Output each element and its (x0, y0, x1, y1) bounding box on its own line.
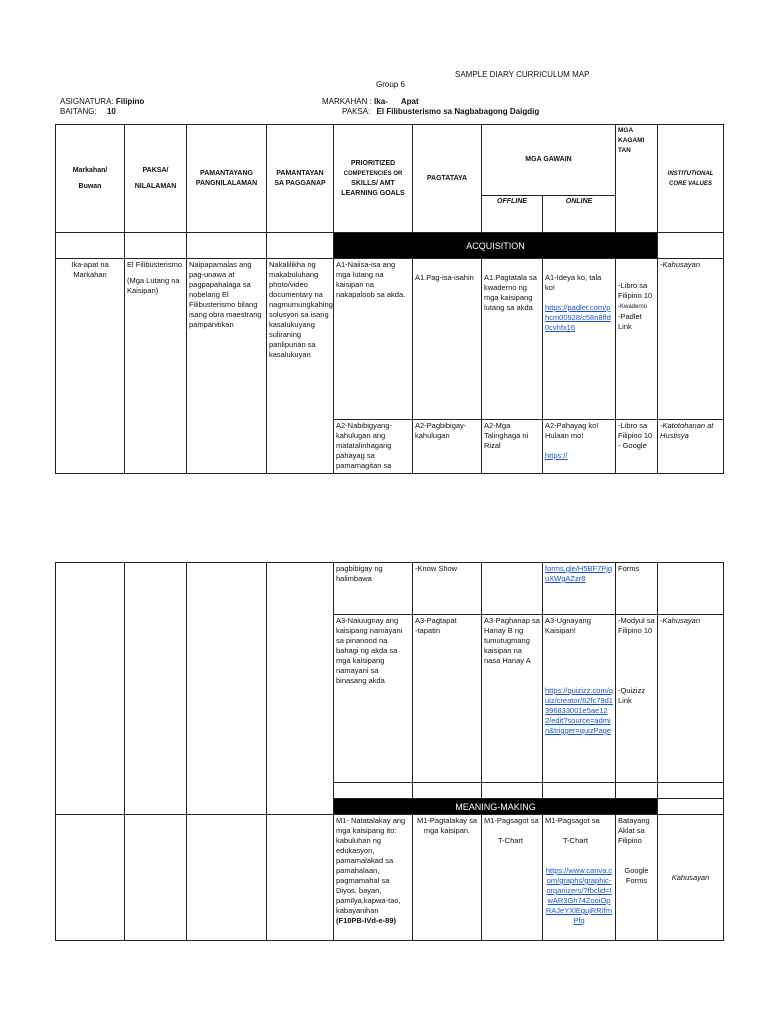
col-pamantayang: PAMANTAYANG PANGNILALAMAN (187, 125, 267, 233)
blank-cell (125, 233, 187, 259)
cell-offline-a1: A1.Pagtatala sa kwaderno ng mga kaisipang lutang sa akda (482, 259, 543, 420)
blank-cell (658, 563, 724, 615)
col-paksa: PAKSA/ NILALAMAN (125, 125, 187, 233)
meaning-making-band: MEANING-MAKING (334, 799, 658, 815)
cell-online-m1: M1-Pagsagot sa T-Chart https://www.canva.com/graphs/graphic-organizers/?fbclid=IwAR3Gh74ZooiOpRAJeYXlEgujRRIfmPfq (543, 815, 616, 941)
asignatura-label: ASIGNATURA: (60, 97, 114, 106)
markahan-label: MARKAHAN : (322, 97, 372, 106)
cell-pagtataya-a2: A2-Pagbibigay-kahulugan (413, 420, 482, 474)
cell-kagamitan-a3: -Modyul sa Filipino 10 -Quizizz Link (616, 615, 658, 783)
cell-online-a3: A3-Ugnayang Kaisipan! https://quizizz.com/quiz/creator/62fc79d1396833001e5ae122/edit?source=admin&trigger=quizPage (543, 615, 616, 783)
cell-comp-m1: M1- Natatalakay ang mga kaisipang ito: kabuluhan ng edukasyon, pamamalakad sa pamahalaan, pagmamahal sa Diyos, bayan, pamilya,kapwa-tao, kabayanihan (F10PB-IVd-e-89) (334, 815, 413, 941)
cell-offline-m1: M1-Pagsagot sa T-Chart (482, 815, 543, 941)
google-forms-link-cont[interactable]: forms.gle/H5BF7PjquXWgAZzr8 (545, 564, 613, 583)
blank-cell (658, 799, 724, 815)
blank-cell (125, 563, 187, 815)
cell-pagtataya-a2-cont: -Know Show (413, 563, 482, 615)
blank-cell (658, 783, 724, 799)
cell-comp-a2-cont: pagbibigay ng halimbawa (334, 563, 413, 615)
cell-pagtataya-a1: A1.Pag-isa-isahin (413, 259, 482, 420)
cell-pamantayang: Naipapamalas ang pag-unawa at pagpapahalaga sa nobelang El Filibusterismo bilang isang obra maestrang pampanitikan (187, 259, 267, 474)
col-pagganap: PAMANTAYAN SA PAGGANAP (267, 125, 334, 233)
google-forms-link[interactable]: https:// (545, 451, 568, 460)
cell-kagamitan-a2: -Libro sa Filipino 10 - Google (616, 420, 658, 474)
baitang-label: BAITANG: (60, 107, 97, 116)
cell-online-a2-cont (543, 563, 616, 615)
curriculum-table-page1 (55, 124, 724, 474)
cell-pagganap: Nakalilikha ng makabuluhang photo/video documentary na nagmumungkahing solusyon sa isang kasalukuyang suliraning panlipunan sa kasalukuyan (267, 259, 334, 474)
blank-cell (56, 563, 125, 815)
col-markahan: Markahan/ Buwan (56, 125, 125, 233)
cell-kagamitan-a2-cont: Forms (616, 563, 658, 615)
cell-core-a1: -Kahusayan (658, 259, 724, 420)
blank-cell (616, 783, 658, 799)
cell-comp-a1: A1-Naiisa-isa ang mga lutang na kaisipan na nakapaloob sa akda. (334, 259, 413, 420)
cell-offline-a3: A3-Paghanap sa Hanay B ng tumutugmang kaisipan na nasa Hanay A (482, 615, 543, 783)
asignatura-value: Filipino (115, 97, 145, 106)
blank-cell (413, 783, 482, 799)
col-offline: OFFLINE (482, 196, 543, 233)
markahan-line (322, 97, 419, 107)
paksa-label: PAKSA: (342, 107, 371, 116)
blank-cell (482, 563, 543, 615)
blank-cell (267, 815, 334, 941)
cell-online-a1: A1-Ideya ko, tala ko! https://padlet.com/phcm00928/c58n8ffd0cvhfx16 (543, 259, 616, 420)
col-kagamitan: MGA KAGAMI TAN (616, 125, 658, 233)
group-label: Group 6 (376, 80, 405, 89)
cell-pagtataya-m1: M1-Pagtalakay sa mga kaisipan. (413, 815, 482, 941)
cell-core-a2: -Katotohanan at Hustisya (658, 420, 724, 474)
paksa-line (342, 107, 539, 117)
cell-core-m1: Kahusayan (658, 815, 724, 941)
cell-kagamitan-a1: -Libro sa Filipino 10 -Kwaderno -Padlet Link (616, 259, 658, 420)
blank-cell (267, 563, 334, 815)
blank-cell (56, 815, 125, 941)
blank-cell (187, 815, 267, 941)
col-competencies: PRIORITIZED COMPETENCIES OR SKILLS/ AMT LEARNING GOALS (334, 125, 413, 233)
cell-comp-a2: A2-Nabibigyang-kahulugan ang matatalinhagang pahayag sa pamamagitan sa (334, 420, 413, 474)
curriculum-table-page2 (55, 562, 724, 941)
blank-cell (187, 563, 267, 815)
blank-cell (334, 783, 413, 799)
blank-cell (267, 233, 334, 259)
cell-comp-a3: A3-Naiuugnay ang kaisipang namayani sa pinanood na bahagi ng akda sa mga kaisipang namayani sa binasang akda (334, 615, 413, 783)
canva-link[interactable]: https://www.canva.com/graphs/graphic-organizers/?fbclid=IwAR3Gh74ZooiOpRAJeYXlEgujRRIfmPfq (545, 866, 613, 925)
col-online: ONLINE (543, 196, 616, 233)
cell-markahan: Ika-apat na Markahan (56, 259, 125, 474)
col-pagtataya: PAGTATAYA (413, 125, 482, 233)
blank-cell (543, 783, 616, 799)
quizizz-link[interactable]: https://quizizz.com/quiz/creator/62fc79d1396833001e5ae122/edit?source=admin&trigger=quizPage (545, 686, 613, 735)
cell-online-a2: A2-Pahayag ko! Hulaan mo! https:// (543, 420, 616, 474)
blank-cell (482, 783, 543, 799)
blank-cell (56, 233, 125, 259)
baitang-value: 10 (106, 107, 116, 116)
cell-kagamitan-m1: Batayang Aklat sa Filipino Google Forms (616, 815, 658, 941)
padlet-link[interactable]: https://padlet.com/phcm00928/c58n8ffd0cvhfx16 (545, 303, 611, 332)
baitang-line (60, 107, 116, 117)
paksa-value: El Filibusterismo sa Nagbabagong Daigdig (376, 107, 540, 116)
cell-pagtataya-a3: A3-Pagtapat -tapatin (413, 615, 482, 783)
markahan-value: Ika- Apat (374, 97, 419, 106)
col-core-values: INSTITUTIONAL CORE VALUES (658, 125, 724, 233)
blank-cell (187, 233, 267, 259)
blank-cell (658, 233, 724, 259)
acquisition-band: ACQUISITION (334, 233, 658, 259)
blank-cell (125, 815, 187, 941)
cell-offline-a2: A2-Mga Talinghaga ni Rizal (482, 420, 543, 474)
col-mga-gawain: MGA GAWAIN (482, 125, 616, 196)
cell-core-a3: -Kahusayan (658, 615, 724, 783)
asignatura-line (60, 97, 144, 107)
cell-paksa: El Filibusterismo (Mga Lutang na Kaisipan) (125, 259, 187, 474)
document-title: SAMPLE DIARY CURRICULUM MAP (455, 70, 590, 79)
